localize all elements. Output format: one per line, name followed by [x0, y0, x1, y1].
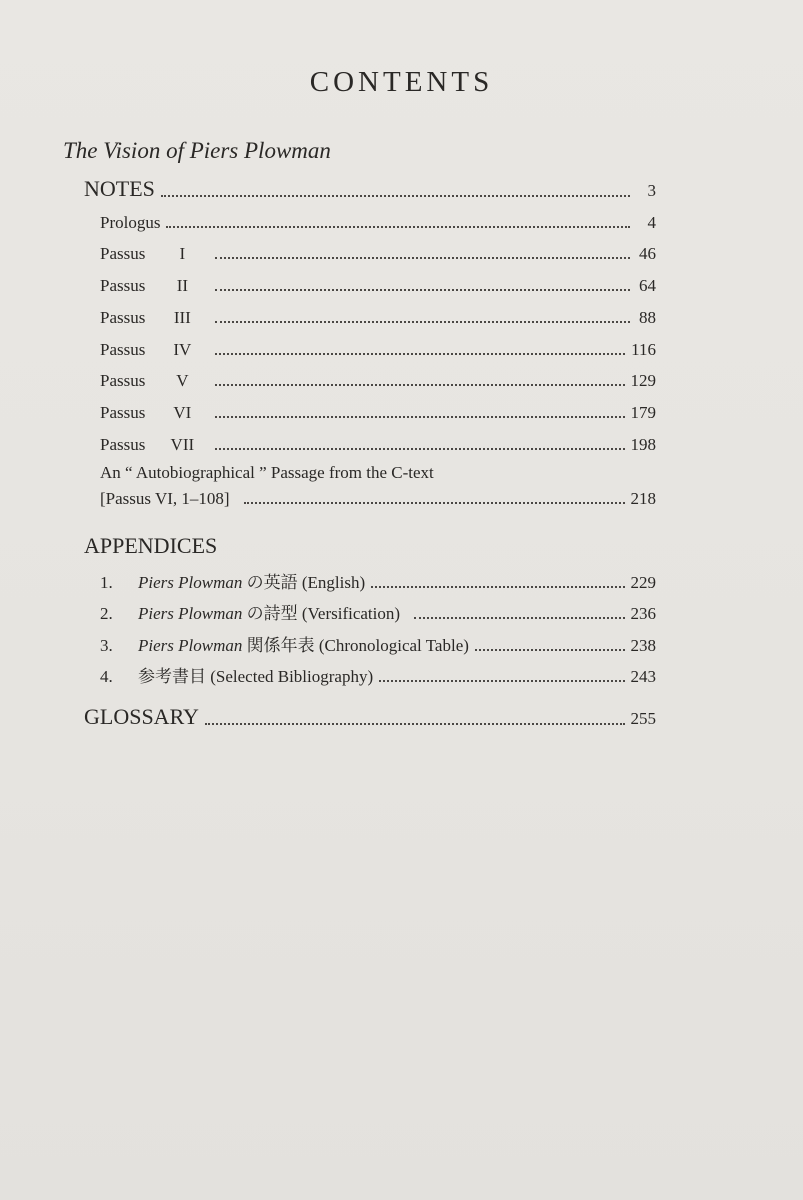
toc-label: Passus II	[100, 276, 209, 296]
leader-dots	[244, 502, 625, 504]
leader-dots	[371, 586, 624, 588]
toc-entry-passus-5[interactable]	[100, 371, 656, 391]
leader-dots	[161, 195, 630, 197]
section-heading-appendices: APPENDICES	[84, 533, 218, 558]
toc-page-number: 255	[630, 709, 656, 728]
toc-page-number: 179	[630, 403, 656, 422]
toc-label: 2. Piers Plowman の詩型 (Versification)	[100, 604, 401, 623]
toc-entry-appendix-2[interactable]	[100, 599, 656, 624]
toc-entry-appendix-3[interactable]	[100, 631, 656, 656]
toc-entry-passus-6[interactable]	[100, 403, 656, 423]
toc-page-number: 64	[639, 276, 656, 295]
toc-label: Passus IV	[100, 340, 209, 360]
toc-page-number: 129	[630, 371, 656, 390]
toc-label: 1. Piers Plowman の英語 (English)	[100, 573, 366, 592]
book-subtitle: The Vision of Piers Plowman	[63, 138, 331, 163]
passus-numeral: I	[179, 244, 186, 263]
toc-entry-passus-3[interactable]	[100, 308, 656, 328]
toc-entry-passus-4[interactable]	[100, 340, 656, 360]
toc-entry-appendix-4[interactable]	[100, 662, 656, 687]
leader-dots	[215, 321, 630, 323]
toc-entry-notes[interactable]	[84, 176, 656, 202]
passus-numeral: II	[176, 276, 189, 295]
contents-title: CONTENTS	[309, 66, 494, 98]
toc-page-number: 88	[639, 308, 656, 327]
italic-title: Piers Plowman	[138, 604, 243, 623]
toc-entry-passus-1[interactable]	[100, 244, 656, 264]
toc-label: Passus V	[100, 371, 209, 391]
toc-entry-autobiographical-title[interactable]: An “ Autobiographical ” Passage from the C-text	[100, 463, 434, 482]
toc-entry-prologus[interactable]	[100, 213, 656, 233]
toc-page-number: 218	[630, 489, 656, 508]
item-number: 3.	[100, 636, 113, 655]
leader-dots	[205, 723, 625, 725]
leader-dots	[215, 289, 630, 291]
toc-page-number: 3	[647, 181, 656, 200]
toc-label: [Passus VI, 1–108]	[100, 489, 230, 508]
item-number: 2.	[100, 604, 113, 623]
toc-label: NOTES	[84, 176, 155, 201]
passus-numeral: III	[173, 308, 191, 327]
toc-label: GLOSSARY	[84, 704, 199, 729]
passus-numeral: IV	[173, 340, 192, 359]
leader-dots	[166, 226, 630, 228]
toc-entry-glossary[interactable]	[84, 704, 656, 730]
passus-numeral: VII	[170, 435, 195, 454]
item-number: 1.	[100, 573, 113, 592]
toc-page-number: 4	[647, 213, 656, 232]
toc-entry-passus-7[interactable]	[100, 435, 656, 455]
toc-label: Passus VI	[100, 403, 209, 423]
leader-dots	[215, 384, 624, 386]
leader-dots	[414, 617, 624, 619]
toc-label: 4. 参考書目 (Selected Bibliography)	[100, 667, 374, 686]
toc-page-number: 116	[631, 340, 656, 359]
toc-page-number: 238	[630, 636, 656, 655]
leader-dots	[215, 416, 624, 418]
toc-page-number: 243	[630, 667, 656, 686]
leader-dots	[379, 680, 624, 682]
italic-title: Piers Plowman	[138, 573, 243, 592]
italic-title: Piers Plowman	[138, 636, 243, 655]
toc-entry-autobiographical[interactable]	[100, 489, 656, 509]
passus-numeral: VI	[173, 403, 192, 422]
toc-label: Prologus	[100, 213, 161, 232]
leader-dots	[215, 353, 625, 355]
leader-dots	[215, 257, 630, 259]
toc-entry-appendix-1[interactable]	[100, 568, 656, 593]
toc-entry-passus-2[interactable]	[100, 276, 656, 296]
leader-dots	[215, 448, 624, 450]
toc-page-number: 236	[630, 604, 656, 623]
toc-page-number: 46	[639, 244, 656, 263]
toc-label: Passus VII	[100, 435, 209, 455]
passus-numeral: V	[176, 371, 189, 390]
toc-label: Passus I	[100, 244, 209, 264]
toc-label: 3. Piers Plowman 関係年表 (Chronological Table)	[100, 636, 469, 655]
leader-dots	[475, 649, 625, 651]
toc-page-number: 198	[630, 435, 656, 454]
item-number: 4.	[100, 667, 113, 686]
toc-label: Passus III	[100, 308, 209, 328]
toc-page-number: 229	[630, 573, 656, 592]
